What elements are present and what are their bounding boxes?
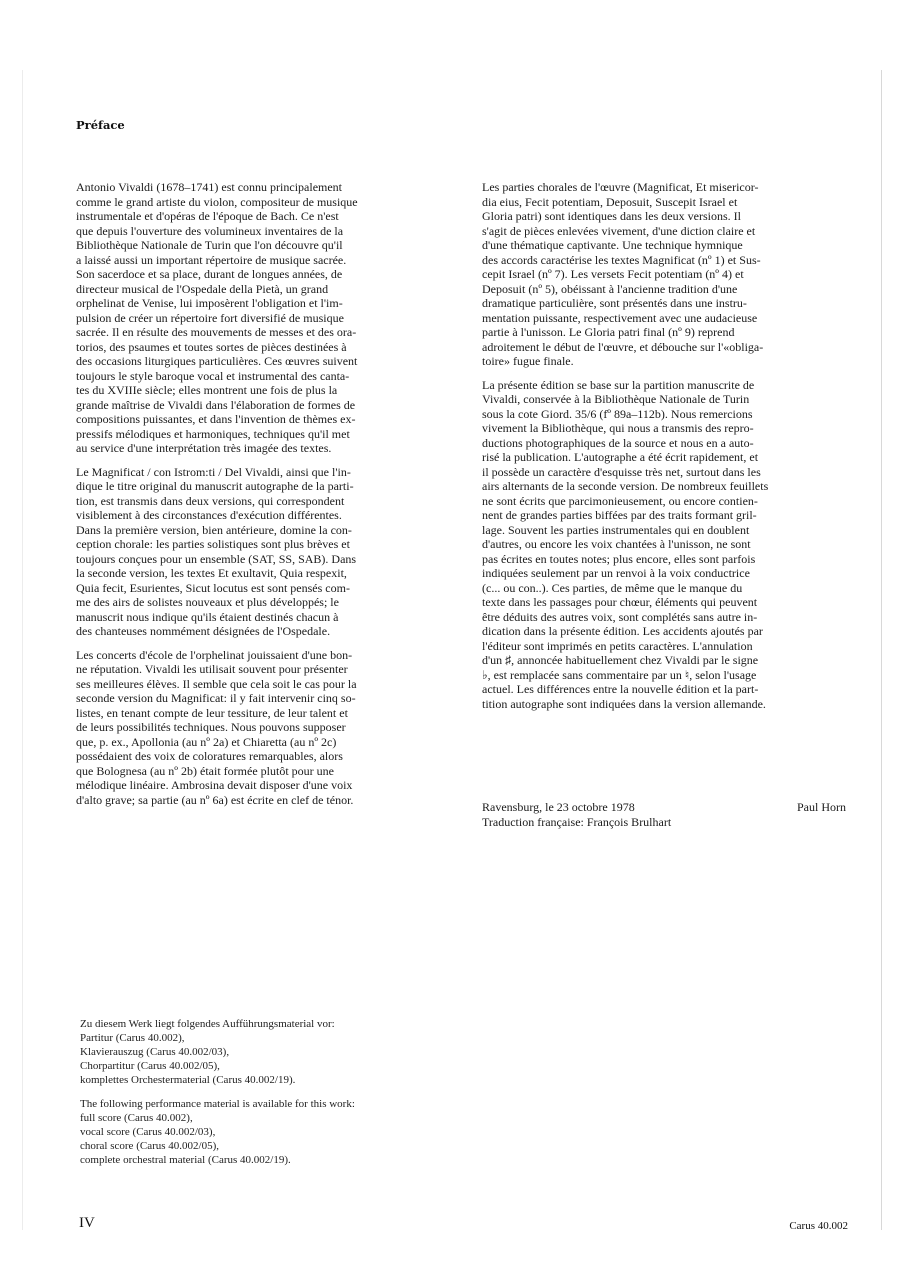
- text-line: ne réputation. Vivaldi les utilisait souvent pour présenter: [76, 662, 348, 676]
- performance-material-german: [80, 1017, 500, 1087]
- text-line: Gloria patri) sont identiques dans les deux versions. Il: [482, 209, 741, 223]
- text-line: cepit Israel (nº 7). Les versets Fecit potentiam (nº 4) et: [482, 267, 744, 281]
- text-line: manuscrit nous indique qu'ils étaient destinés chacun à: [76, 609, 339, 624]
- text-line: ductions photographiques de la source et nous en a auto-: [482, 435, 754, 450]
- text-line: toujours conçues pour un ensemble (SAT, SS, SAB). Dans: [76, 551, 357, 566]
- place-date: Ravensburg, le 23 octobre 1978: [482, 800, 635, 814]
- text-line: Klavierauszug (Carus 40.002/03),: [80, 1046, 230, 1058]
- text-line: choral score (Carus 40.002/05),: [80, 1140, 219, 1152]
- text-line: il possède un caractère d'esquisse très net, surtout dans les: [482, 464, 761, 479]
- text-line: Partitur (Carus 40.002),: [80, 1032, 185, 1044]
- text-line: pressifs mélodiques et harmoniques, techniques qu'il met: [76, 426, 350, 441]
- text-line: ception chorale: les parties solistiques sont plus brèves et: [76, 537, 350, 551]
- text-line: sous la cote Giord. 35/6 (fº 89a–112b). Nous remercions: [482, 406, 753, 421]
- text-line: toire» fugue finale.: [482, 354, 574, 368]
- text-line: tion, est transmis dans deux versions, qui correspondent: [76, 493, 345, 508]
- signature-block: [482, 800, 846, 830]
- text-line: Zu diesem Werk liegt folgendes Aufführungsmaterial vor:: [80, 1018, 335, 1030]
- text-line: dication dans la présente édition. Les accidents ajoutés par: [482, 624, 763, 638]
- text-line: mentation puissante, respectivement avec une audacieuse: [482, 310, 758, 325]
- text-line: des occasions liturgiques particulières. Ces œuvres suivent: [76, 354, 358, 368]
- text-line: Le Magnificat / con Istrom:ti / Del Vivaldi, ainsi que l'in-: [76, 464, 351, 479]
- text-line: l'éditeur sont imprimés en petits caractères. L'annulation: [482, 638, 753, 653]
- text-line: orphelinat de Venise, lui imposèrent l'obligation et l'im-: [76, 296, 343, 310]
- text-line: The following performance material is available for this work:: [80, 1098, 355, 1110]
- text-line: (c... ou con..). Ces parties, de même que le manque du: [482, 580, 743, 595]
- text-line: visiblement à des circonstances d'exécution différentes.: [76, 508, 342, 522]
- text-line: komplettes Orchestermaterial (Carus 40.002/19).: [80, 1074, 296, 1086]
- performance-material-english: [80, 1097, 500, 1167]
- text-line: sacrée. Il en résulte des mouvements de messes et des ora-: [76, 325, 357, 339]
- text-line: vivement la Bibliothèque, qui nous a transmis des repro-: [482, 421, 754, 435]
- text-line: instrumentale et d'opéras de l'époque de Bach. Ce n'est: [76, 209, 339, 223]
- paragraph: [76, 648, 444, 808]
- text-line: de leurs possibilités techniques. Nous pouvons supposer: [76, 720, 346, 734]
- text-line: full score (Carus 40.002),: [80, 1112, 193, 1124]
- text-line: que depuis l'ouverture des volumineux inventaires de la: [76, 223, 344, 238]
- text-line: des chanteuses nommément désignées de l'Ospedale.: [76, 624, 331, 638]
- text-line: torios, des psaumes et toutes sortes de pièces destinées à: [76, 339, 347, 354]
- text-line: Chorpartitur (Carus 40.002/05),: [80, 1060, 220, 1072]
- text-line: que Bolognesa (au nº 2b) était formée plutôt pour une: [76, 763, 334, 778]
- text-line: lage. Souvent les parties instrumentales qui en doublent: [482, 522, 750, 537]
- paragraph: [482, 180, 846, 369]
- page-title: Préface: [76, 118, 125, 132]
- text-line: Son sacerdoce et sa place, durant de longues années, de: [76, 267, 343, 281]
- text-line: grande maîtrise de Vivaldi dans l'élaboration de formes de: [76, 397, 356, 412]
- text-line: mélodique linéaire. Ambrosina devait disposer d'une voix: [76, 778, 353, 792]
- text-line: actuel. Les différences entre la nouvelle édition et la part-: [482, 682, 759, 696]
- right-column: [482, 180, 846, 720]
- text-line: dramatique particulière, sont présentés dans une instru-: [482, 296, 747, 310]
- text-line: être déduits des autres voix, sont complétés sans autre in-: [482, 609, 758, 624]
- paragraph: [482, 378, 846, 712]
- translation-credit: Traduction française: François Brulhart: [482, 815, 672, 829]
- catalog-number: Carus 40.002: [789, 1220, 848, 1232]
- text-line: d'autres, ou encore les voix chantées à l'unisson, ne sont: [482, 537, 751, 551]
- paragraph: [76, 180, 444, 456]
- text-line: partie à l'unisson. Le Gloria patri final (nº 9) reprend: [482, 325, 735, 339]
- text-line: airs alternants de la seconde version. De nombreux feuillets: [482, 479, 769, 493]
- text-line: pas écrites en toutes notes; plus encore, elles sont parfois: [482, 551, 756, 566]
- text-line: d'alto grave; sa partie (au nº 6a) est écrite en clef de ténor.: [76, 792, 354, 807]
- text-line: La présente édition se base sur la partition manuscrite de: [482, 377, 755, 392]
- page-edge-right: [881, 70, 882, 1230]
- text-line: vocal score (Carus 40.002/03),: [80, 1126, 216, 1138]
- text-line: Quia fecit, Esurientes, Sicut locutus est sont pensés com-: [76, 580, 350, 595]
- text-line: me des airs de solistes nouveaux et plus développés; le: [76, 595, 339, 609]
- text-line: texte dans les passages pour chœur, éléments qui peuvent: [482, 595, 758, 609]
- page-number: IV: [79, 1215, 95, 1231]
- page-edge-left: [22, 70, 23, 1230]
- text-line: d'un ♯, annoncée habituellement chez Vivaldi par le signe: [482, 653, 759, 667]
- text-line: indiquées seulement par un renvoi à la voix conductrice: [482, 566, 750, 580]
- text-line: ses meilleures élèves. Il semble que cela soit le cas pour la: [76, 676, 357, 691]
- text-line: listes, en tenant compte de leur tessiture, de leur talent et: [76, 705, 348, 720]
- performance-material: [80, 1017, 500, 1177]
- text-line: des accords caractérise les textes Magnificat (nº 1) et Sus-: [482, 252, 761, 267]
- text-line: comme le grand artiste du violon, compositeur de musique: [76, 194, 358, 209]
- text-line: directeur musical de l'Ospedale della Pietà, un grand: [76, 281, 329, 296]
- paragraph: [76, 465, 444, 639]
- text-line: compositions puissantes, et dans l'invention de thèmes ex-: [76, 412, 356, 426]
- text-line: seconde version du Magnificat: il y fait intervenir cinq so-: [76, 691, 356, 705]
- text-line: Bibliothèque Nationale de Turin que l'on découvre qu'il: [76, 238, 343, 252]
- text-line: dique le titre original du manuscrit autographe de la parti-: [76, 479, 354, 493]
- text-line: dia eius, Fecit potentiam, Deposuit, Suscepit Israel et: [482, 194, 738, 209]
- left-column: [76, 180, 444, 816]
- text-line: Les parties chorales de l'œuvre (Magnificat, Et misericor-: [482, 180, 759, 194]
- text-line: Antonio Vivaldi (1678–1741) est connu principalement: [76, 180, 343, 194]
- text-line: risé la publication. L'autographe a été écrit rapidement, et: [482, 450, 759, 464]
- text-line: Les concerts d'école de l'orphelinat jouissaient d'une bon-: [76, 647, 353, 662]
- text-line: que, p. ex., Apollonia (au nº 2a) et Chiaretta (au nº 2c): [76, 734, 337, 749]
- text-line: la seconde version, les textes Et exultavit, Quia respexit,: [76, 566, 347, 580]
- text-line: s'agit de pièces enlevées vivement, d'une diction claire et: [482, 223, 756, 238]
- text-line: d'une thématique captivante. Une technique hymnique: [482, 238, 743, 252]
- author-name: Paul Horn: [797, 800, 846, 814]
- text-line: adroitement le début de l'œuvre, et débouche sur l'«obliga-: [482, 339, 764, 354]
- text-line: nent de grandes parties biffées par des traits formant gril-: [482, 508, 757, 522]
- text-line: tition autographe sont indiquées dans la version allemande.: [482, 696, 766, 711]
- text-line: pulsion de créer un répertoire fort diversifié de musique: [76, 310, 344, 325]
- text-line: Deposuit (nº 5), obéissant à l'ancienne tradition d'une: [482, 281, 738, 296]
- text-line: Dans la première version, bien antérieure, domine la con-: [76, 522, 352, 537]
- text-line: tes du XVIIIe siècle; elles montrent une fois de plus la: [76, 383, 338, 397]
- text-line: a laissé aussi un important répertoire de musique sacrée.: [76, 252, 347, 267]
- text-line: complete orchestral material (Carus 40.002/19).: [80, 1154, 291, 1166]
- text-line: Vivaldi, conservée à la Bibliothèque Nationale de Turin: [482, 392, 750, 406]
- text-line: au service d'une interprétation très imagée des textes.: [76, 441, 332, 455]
- text-line: ne sont écrits que parcimonieusement, ou encore contien-: [482, 493, 758, 508]
- text-line: toujours le style baroque vocal et instrumental des canta-: [76, 368, 350, 383]
- text-line: possédaient des voix de coloratures remarquables, alors: [76, 749, 343, 763]
- text-line: ♭, est remplacée sans commentaire par un ♮, selon l'usage: [482, 667, 757, 682]
